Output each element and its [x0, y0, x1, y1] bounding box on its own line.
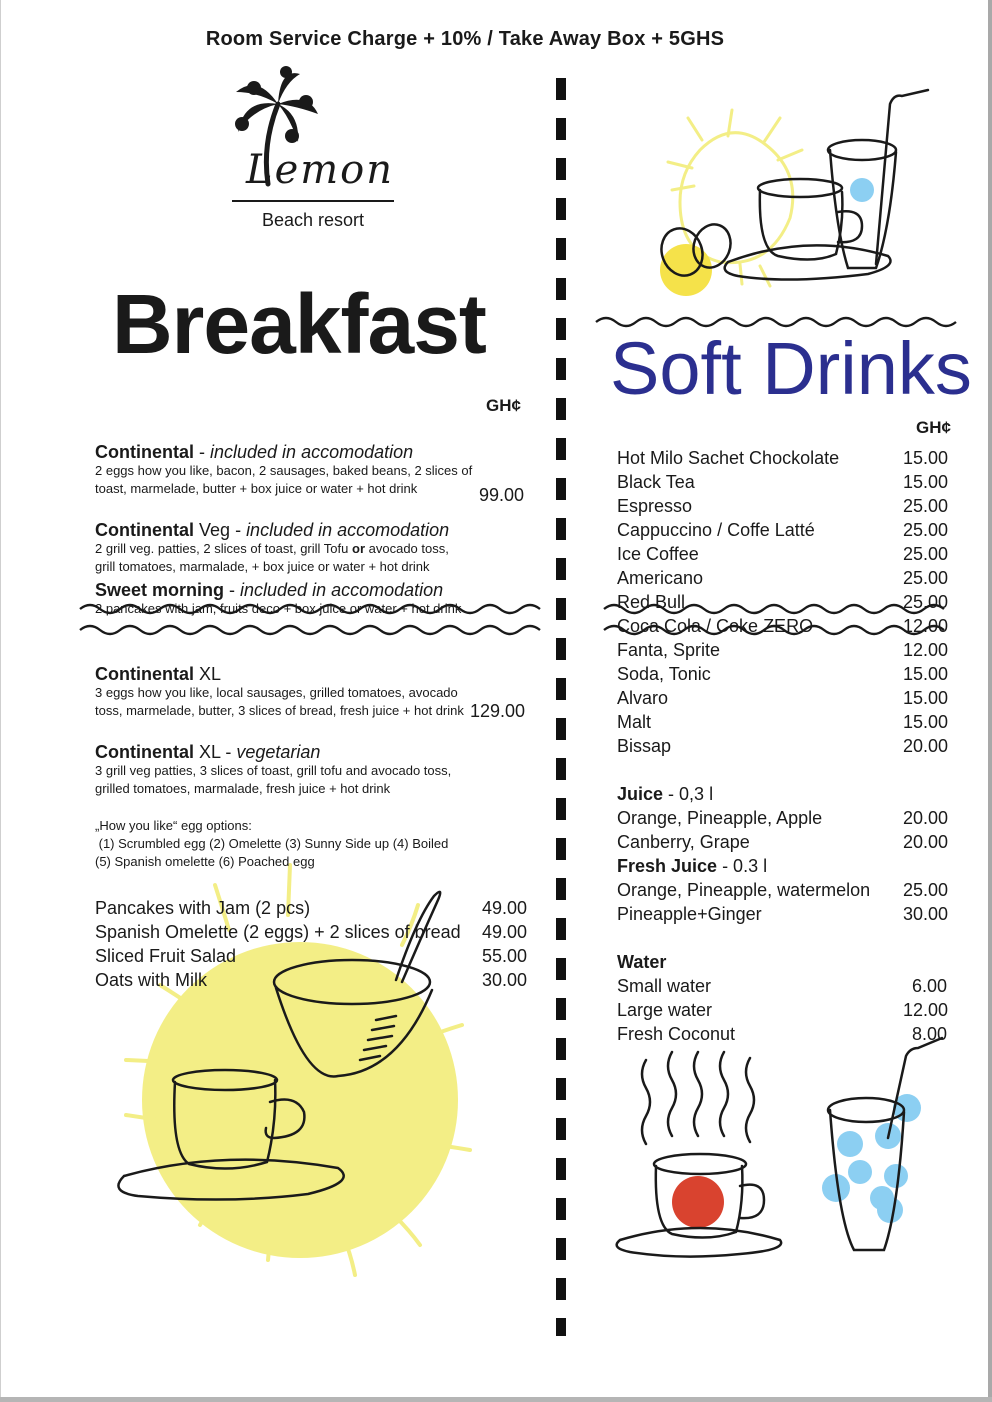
list-item: Sliced Fruit Salad 55.00 [95, 946, 528, 966]
item-name: Continental [95, 742, 194, 762]
item-note: included in accomodation [210, 442, 414, 462]
menu-item-continental-veg: Continental Veg - included in accomodation 2 grill veg. patties, 2 slices of toast, grill Tofu or avocado toss, grill tomatoes, marmalade, + box juice or water + hot drink [95, 520, 470, 576]
item-note: included in accomodation [240, 580, 444, 600]
list-item: Malt 15.00 [617, 712, 949, 732]
list-item: Americano 25.00 [617, 568, 949, 588]
item-description: 2 grill veg. patties, 2 slices of toast, grill Tofu or avocado toss, grill tomatoes, marmalade, + box juice or water + hot drink [95, 541, 449, 574]
logo-rule [232, 200, 394, 202]
egg-options-line: (1) Scrumbled egg (2) Omelette (3) Sunny Side up (4) Boiled [95, 836, 449, 851]
water-heading: Water [617, 952, 667, 972]
list-item: Ice Coffee 25.00 [617, 544, 949, 564]
item-name: Continental [95, 664, 194, 684]
list-item: Alvaro 15.00 [617, 688, 949, 708]
menu-item-continental-xl [95, 664, 467, 720]
group2-price: 129.00 [470, 701, 526, 721]
fresh-juice-heading: Fresh Juice - 0.3 l [617, 856, 768, 876]
list-item: Orange, Pineapple, watermelon 25.00 [617, 880, 949, 900]
soft-drinks-title: Soft Drinks [610, 327, 972, 410]
list-item: Red Bull 25.00 [617, 592, 949, 612]
juice-heading: Juice - 0,3 l [617, 784, 714, 804]
water-section [617, 950, 949, 1046]
egg-options-line: (5) Spanish omelette (6) Poached egg [95, 854, 315, 869]
soft-drinks-currency: GH¢ [916, 418, 951, 437]
logo-name: Lemon [246, 147, 395, 193]
list-item: Pancakes with Jam (2 pcs) 49.00 [95, 898, 528, 918]
column-divider [556, 78, 566, 1336]
item-description: 3 eggs how you like, local sausages, grilled tomatoes, avocado toss, marmelade, butter, 3 slices of bread, fresh juice + hot drink [95, 685, 464, 718]
list-item: Orange, Pineapple, Apple 20.00 [617, 808, 949, 828]
item-description: 2 pancakes with jam, fruits deco + box juice or water + hot drink [95, 601, 462, 616]
item-name: Sweet morning [95, 580, 225, 600]
list-item: Fanta, Sprite 12.00 [617, 640, 949, 660]
list-item: Coca Cola / Coke ZERO 12.00 [617, 616, 949, 636]
cup-drink-fill [672, 1176, 724, 1228]
drink-glass-icon-bottom [822, 1038, 942, 1250]
breakfast-title: Breakfast [112, 277, 486, 371]
breakfast-extras-list [95, 896, 528, 992]
list-item: Small water 6.00 [617, 976, 948, 996]
menu-item-continental-xl-veg: Continental XL - vegetarian 3 grill veg patties, 3 slices of toast, grill tofu and avocado toss, grilled tomatoes, marmalade, fresh juice + hot drink [95, 742, 470, 798]
list-item: Spanish Omelette (2 eggs) + 2 slices of bread 49.00 [95, 922, 528, 942]
list-item: Canberry, Grape 20.00 [617, 832, 949, 852]
item-note: included in accomodation [246, 520, 450, 540]
list-item: Fresh Coconut 8.00 [617, 1024, 948, 1044]
list-item: Bissap 20.00 [617, 736, 949, 756]
menu-item-continental: Continental - included in accomodation 2 eggs how you like, bacon, 2 sausages, baked beans, 2 slices of toast, marmelade, butter + box juice or water + hot drink [95, 442, 475, 498]
item-name-suffix: XL [199, 742, 221, 762]
list-item: Espresso 25.00 [617, 496, 949, 516]
egg-options-title: „How you like“ egg options: [95, 818, 252, 833]
list-item: Pineapple+Ginger 30.00 [617, 904, 949, 924]
list-item: Black Tea 15.00 [617, 472, 949, 492]
service-charge-note: Room Service Charge + 10% / Take Away Box + 5GHS [205, 28, 725, 50]
list-item: Oats with Milk 30.00 [95, 970, 528, 990]
item-name: Continental [95, 442, 194, 462]
soft-drinks-list [617, 446, 949, 758]
item-name-suffix: XL [199, 664, 222, 684]
item-name-suffix: Veg [199, 520, 231, 540]
menu-item-sweet-morning: Sweet morning - included in accomodation 2 pancakes with jam, fruits deco + box juice or water + hot drink [95, 580, 495, 618]
logo-subtitle: Beach resort [261, 210, 365, 230]
breakfast-currency: GH¢ [486, 396, 521, 415]
item-name: Continental [95, 520, 194, 540]
list-item: Hot Milo Sachet Chockolate 15.00 [617, 448, 949, 468]
list-item: Cappuccino / Coffe Latté 25.00 [617, 520, 949, 540]
list-item: Large water 12.00 [617, 1000, 949, 1020]
item-note: vegetarian [236, 742, 321, 762]
egg-yolk [660, 244, 712, 296]
item-description: 3 grill veg patties, 3 slices of toast, grill tofu and avocado toss, grilled tomatoes, marmalade, fresh juice + hot drink [95, 763, 452, 796]
item-description: 2 eggs how you like, bacon, 2 sausages, baked beans, 2 slices of toast, marmelade, butter + box juice or water + hot drink [95, 463, 473, 496]
list-item: Soda, Tonic 15.00 [617, 664, 949, 684]
juice-section [617, 782, 949, 926]
steam-icon [642, 1052, 754, 1144]
egg-options [95, 817, 448, 871]
group1-price: 99.00 [479, 485, 525, 505]
